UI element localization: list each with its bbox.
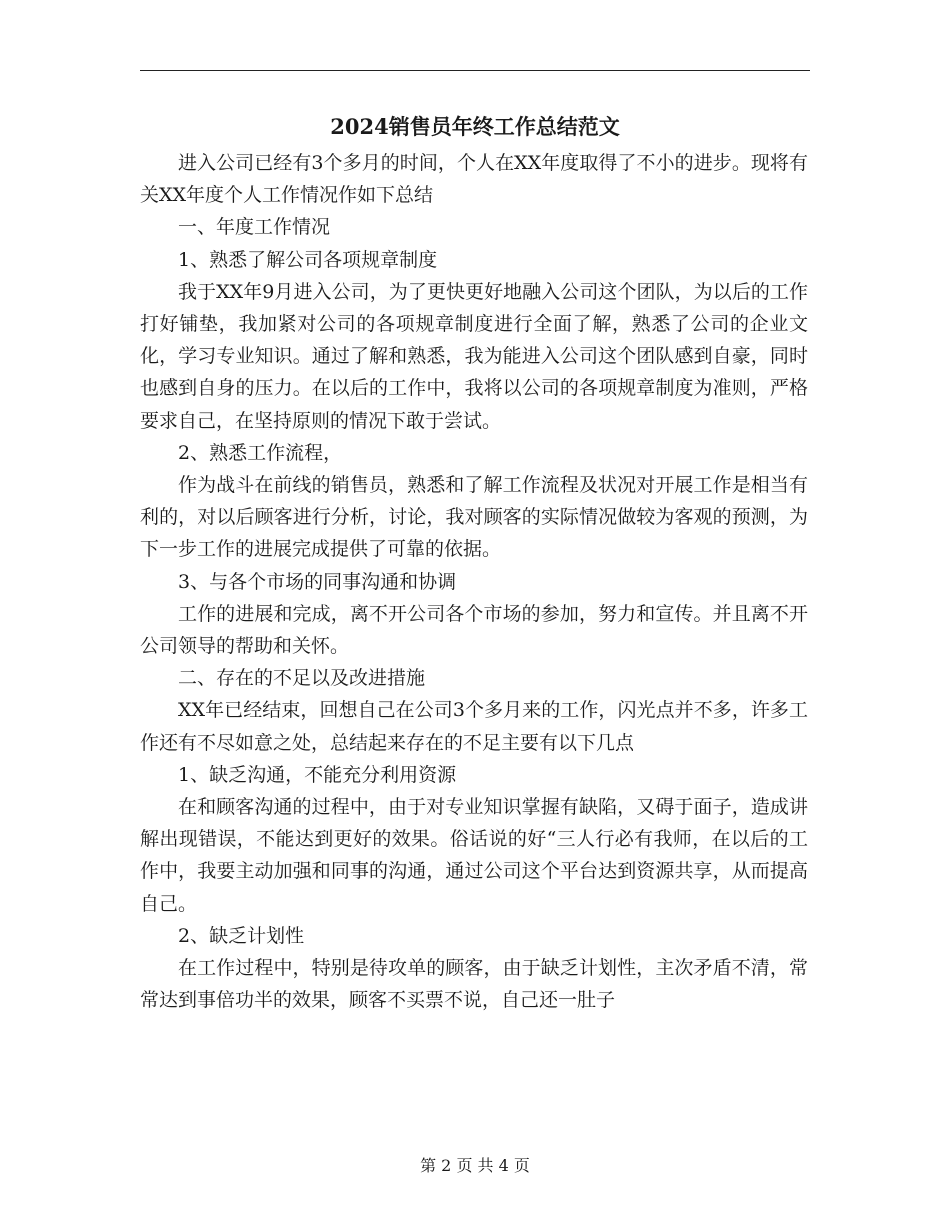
header-rule (140, 70, 810, 71)
section-heading-annual-work: 一、年度工作情况 (178, 216, 331, 239)
subheading-lack-communication: 1、缺乏沟通，不能充分利用资源 (178, 763, 457, 786)
paragraph-intro: 进入公司已经有3个多月的时间，个人在XX年度取得了不小的进步。现将有关XX年度个人工作情况作如下总结 (140, 152, 808, 207)
paragraph-communication: 工作的进展和完成，离不开公司各个市场的参加，努力和宣传。并且离不开公司领导的帮助和关怀。 (140, 602, 808, 658)
document-body (140, 147, 808, 1016)
paragraph-lack-communication: 在和顾客沟通的过程中，由于对专业知识掌握有缺陷，又碍于面子，造成讲解出现错误，不能达到更好的效果。俗话说的好“三人行必有我师，在以后的工作中，我要主动加强和同事的沟通，通过公司这个平台达到资源共享，从而提高自己。 (140, 796, 808, 915)
page-number: 第 2 页 共 4 页 (420, 1156, 530, 1175)
paragraph-workflow: 作为战斗在前线的销售员，熟悉和了解工作流程及状况对开展工作是相当有利的，对以后顾客进行分析，讨论，我对顾客的实际情况做较为客观的预测，为下一步工作的进展完成提供了可靠的依据。 (140, 474, 808, 561)
subheading-workflow: 2、熟悉工作流程， (178, 441, 343, 464)
section-heading-shortcomings: 二、存在的不足以及改进措施 (178, 667, 426, 690)
document-title: 2024销售员年终工作总结范文 (330, 114, 620, 139)
subheading-communication: 3、与各个市场的同事沟通和协调 (178, 570, 457, 593)
subheading-lack-planning: 2、缺乏计划性 (178, 924, 305, 947)
paragraph-shortcomings: XX年已经结束，回想自己在公司3个多月来的工作，闪光点并不多，许多工作还有不尽如意之处，总结起来存在的不足主要有以下几点 (140, 699, 808, 754)
subheading-rules: 1、熟悉了解公司各项规章制度 (178, 248, 438, 271)
paragraph-lack-planning: 在工作过程中，特别是待攻单的顾客，由于缺乏计划性，主次矛盾不清，常常达到事倍功半的效果，顾客不买票不说，自己还一肚子 (140, 957, 808, 1012)
paragraph-rules: 我于XX年9月进入公司，为了更快更好地融入公司这个团队，为以后的工作打好铺垫，我加紧对公司的各项规章制度进行全面了解，熟悉了公司的企业文化，学习专业知识。通过了解和熟悉，我为能进入公司这个团队感到自豪，同时也感到自身的压力。在以后的工作中，我将以公司的各项规章制度为准则，严格要求自己，在坚持原则的情况下敢于尝试。 (140, 280, 808, 432)
